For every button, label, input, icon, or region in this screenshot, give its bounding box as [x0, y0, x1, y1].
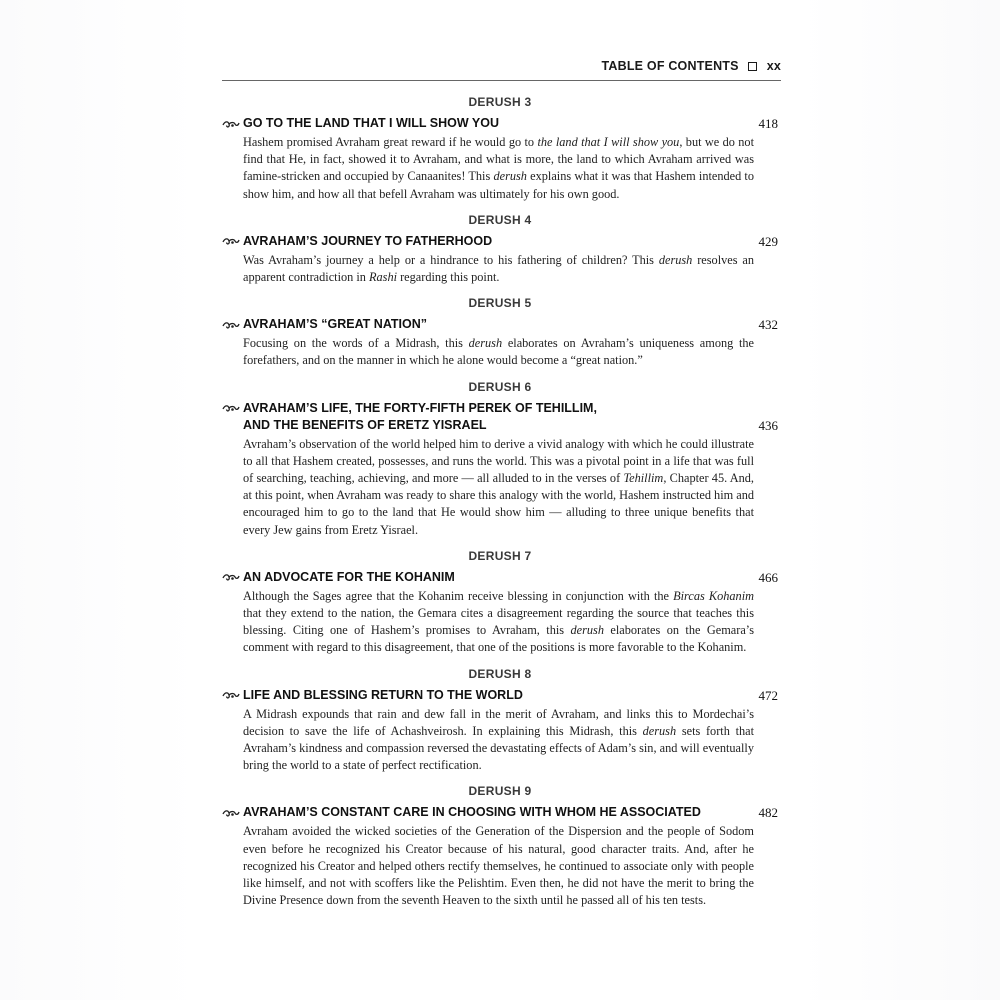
entry-page-number: 482 — [758, 805, 778, 821]
entry-description — [243, 134, 778, 203]
italic-term: Bircas Kohanim — [673, 588, 754, 603]
italic-term: derush — [493, 169, 527, 184]
entry-title-line: AVRAHAM’S JOURNEY TO FATHERHOOD — [243, 233, 493, 248]
entry-title — [243, 400, 738, 434]
description-text: explains what it was that Hashem intended to show him, and how all that befell Avraham was ultimately for his own good. — [243, 169, 755, 201]
entry-heading — [222, 804, 778, 821]
entry-heading — [222, 400, 778, 434]
fleuron-icon — [222, 804, 240, 821]
entry-title-line: AND THE BENEFITS OF ERETZ YISRAEL — [243, 417, 487, 432]
entry-title — [243, 316, 738, 333]
italic-term: Rashi — [369, 270, 398, 285]
italic-term: derush — [468, 336, 503, 351]
table-of-contents — [222, 95, 778, 919]
entry-description — [243, 706, 778, 775]
description-text: Although the Sages agree that the Kohanim receive blessing in conjunction with the — [243, 588, 674, 603]
entry-description — [243, 252, 778, 286]
entry-description — [243, 588, 778, 657]
description-text: , but we do not find that He, in fact, showed it to Avraham, and what is more, the land to which Avraham arrived was famine-stricken and occupied by Canaanites! This — [243, 135, 754, 184]
description-text: Focusing on the words of a Midrash, this — [243, 336, 469, 351]
entry-title — [243, 233, 738, 250]
fleuron-icon — [222, 115, 240, 132]
entry-page-number: 466 — [758, 569, 778, 585]
fleuron-icon — [222, 569, 240, 586]
description-text: that they extend to the nation, the Gemara cites a disagreement regarding the source that teaches this blessing. Citing one of Hashem’s promises to Avraham, this — [243, 606, 754, 638]
entry-title — [243, 115, 738, 132]
derush-label: DERUSH 8 — [468, 666, 532, 681]
fleuron-icon — [222, 233, 240, 250]
description-text: elaborates on the Gemara’s comment with regard to this disagreement, that one of the positions is more favorable to the Kohanim. — [243, 623, 754, 655]
description-text: regarding this point. — [397, 270, 500, 285]
entry-description — [243, 823, 778, 909]
entry-page-number: 436 — [758, 417, 778, 433]
entry-heading — [222, 115, 778, 132]
entry-description — [243, 335, 778, 369]
description-text: Was Avraham’s journey a help or a hindrance to his fathering of children? This — [243, 252, 659, 267]
header-rule — [222, 80, 781, 81]
description-text: Avraham’s observation of the world helped him to derive a vivid analogy with which he could illustrate to all that Hashem created, possesses, and runs the world. This was a pivotal point in a life that was full of searching, teaching, achieving, and more — all alluded to in the verses of — [243, 436, 754, 486]
italic-term: the land that I will show you — [537, 135, 680, 149]
entry-page-number: 418 — [758, 116, 778, 131]
italic-term: derush — [642, 723, 677, 738]
fleuron-icon — [222, 687, 240, 704]
derush-label: DERUSH 5 — [468, 296, 532, 311]
description-text: Avraham avoided the wicked societies of the Generation of the Dispersion and the people of Sodom even before he recognized his Creator because of his natural, good character traits. And, after he recognized his Creator and helped others rectify themselves, he continued to associate only with people like himself, and not with scoffers like the Pelishtim. Even then, he did not have the merit to bring the Divine Presence down from the seventh Heaven to the sixth until he passed all of his ten tests. — [243, 824, 754, 908]
entry-page-number: 429 — [758, 233, 778, 249]
italic-term: Tehillim — [623, 471, 664, 486]
square-ornament-icon — [748, 62, 757, 71]
description-text: sets forth that Avraham’s kindness and compassion reversed the devastating effects of Adam’s sin, and will eventually bring the world to a state of perfect rectification. — [243, 723, 755, 773]
description-text: resolves an apparent contradiction in — [243, 252, 754, 285]
fleuron-icon — [222, 400, 240, 417]
derush-label: DERUSH 7 — [468, 548, 532, 563]
fleuron-icon — [222, 316, 240, 333]
description-text: A Midrash expounds that rain and dew fall in the merit of Avraham, and links this to Mordechai’s decision to save the life of Achashveirosh. In explaining this Midrash, this — [243, 706, 754, 738]
entry-heading — [222, 687, 778, 704]
running-head-title: TABLE OF CONTENTS — [601, 59, 739, 73]
entry-title-line: LIFE AND BLESSING RETURN TO THE WORLD — [243, 687, 523, 702]
entry-title-line: AN ADVOCATE FOR THE KOHANIM — [243, 569, 455, 584]
entry-heading — [222, 316, 778, 333]
derush-label: DERUSH 9 — [468, 784, 532, 799]
entry-description — [243, 436, 778, 539]
entry-title-line: AVRAHAM’S LIFE, THE FORTY-FIFTH PEREK OF TEHILLIM, — [243, 400, 597, 415]
derush-label: DERUSH 3 — [468, 95, 532, 109]
derush-label: DERUSH 4 — [468, 212, 532, 227]
entry-heading — [222, 233, 778, 250]
entry-title — [243, 804, 738, 821]
entry-title-line: GO TO THE LAND THAT I WILL SHOW YOU — [243, 116, 500, 130]
entry-heading — [222, 569, 778, 586]
italic-term: derush — [658, 252, 693, 267]
entry-title-line: AVRAHAM’S “GREAT NATION” — [243, 317, 428, 332]
description-text: elaborates on Avraham’s uniqueness among the forefathers, and on the manner in which he alone would become a “great nation.” — [243, 336, 754, 368]
italic-term: derush — [570, 623, 604, 638]
page-number-roman: xx — [766, 59, 781, 73]
description-text: Hashem promised Avraham great reward if he would go to — [243, 135, 538, 149]
entry-page-number: 432 — [758, 317, 778, 333]
entry-page-number: 472 — [758, 687, 778, 703]
entry-title — [243, 687, 738, 704]
description-text: , Chapter 45. And, at this point, when Avraham was ready to share this analogy with the world, Hashem instructed him and encouraged him to go to the land that He would show him — alluding to three unique benefits that every Jew gains from Eretz Yisrael. — [243, 471, 755, 537]
derush-label: DERUSH 6 — [468, 379, 532, 394]
running-head — [222, 59, 781, 73]
entry-title-line: AVRAHAM’S CONSTANT CARE IN CHOOSING WITH WHOM HE ASSOCIATED — [243, 805, 701, 820]
entry-title — [243, 569, 738, 586]
